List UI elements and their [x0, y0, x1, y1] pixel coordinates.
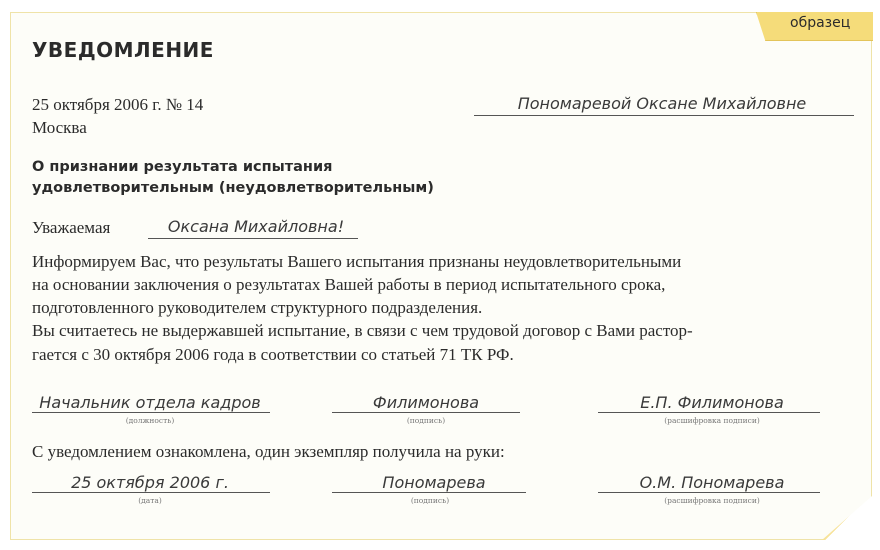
body-line-3: подготовленного руководителем структурного подразделения.: [32, 298, 483, 317]
body-line-2: на основании заключения о результатах Вашей работы в период испытательного срока,: [32, 275, 666, 294]
signer-position: Начальник отдела кадров: [39, 393, 261, 412]
subject-line-1: О признании результата испытания: [32, 159, 333, 175]
salutation-line: [148, 238, 358, 239]
subject-line-2: удовлетворительным (неудовлетворительным): [32, 180, 434, 196]
body-line-1: Информируем Вас, что результаты Вашего испытания признаны неудовлетворительными: [32, 252, 682, 271]
salutation-prefix: Уважаемая: [32, 218, 111, 237]
addressee-name: Пономаревой Оксане Михайловне: [517, 94, 807, 113]
ack-name-line: [598, 492, 820, 493]
signer-signature: Филимонова: [372, 393, 480, 412]
document-title: УВЕДОМЛЕНИЕ: [32, 38, 214, 62]
caption-date: (дата): [138, 496, 162, 505]
caption-signature: (подпись): [406, 416, 446, 425]
caption-ack-signature: (подпись): [410, 496, 450, 505]
body-line-5: гается с 30 октября 2006 года в соответствии со статьей 71 ТК РФ.: [32, 345, 514, 364]
caption-name: (расшифровка подписи): [664, 416, 760, 425]
acknowledgement-date: 25 октября 2006 г.: [71, 473, 229, 492]
acknowledgement-name: О.М. Пономарева: [639, 473, 785, 492]
signature-line: [332, 412, 520, 413]
caption-ack-name: (расшифровка подписи): [664, 496, 760, 505]
ack-signature-line: [332, 492, 526, 493]
name-line: [598, 412, 820, 413]
body-line-4: Вы считаетесь не выдержавшей испытание, в связи с чем трудовой договор с Вами растор-: [32, 321, 693, 340]
acknowledgement-text: С уведомлением ознакомлена, один экземпляр получила на руки:: [32, 442, 505, 461]
caption-position: (должность): [125, 416, 175, 425]
ack-date-line: [32, 492, 270, 493]
signer-name: Е.П. Филимонова: [640, 393, 784, 412]
sample-badge-label: образец: [790, 15, 851, 31]
date-and-number: 25 октября 2006 г. № 14: [32, 95, 204, 114]
addressee-line: [474, 115, 854, 116]
city: Москва: [32, 118, 87, 137]
salutation-name: Оксана Михайловна!: [167, 217, 345, 236]
position-line: [32, 412, 270, 413]
acknowledgement-signature: Пономарева: [382, 473, 486, 492]
